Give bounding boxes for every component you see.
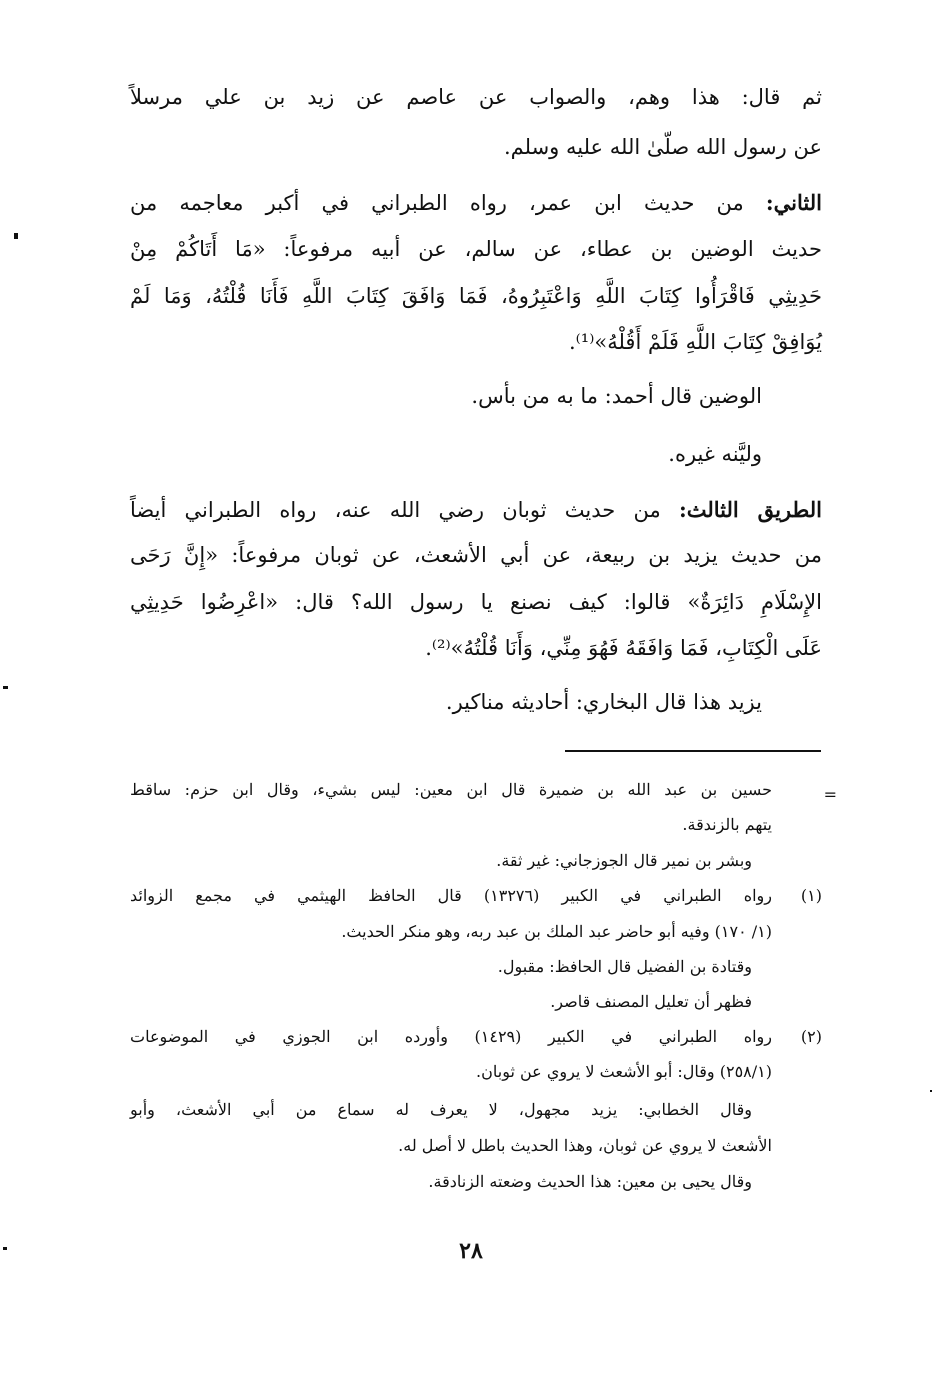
footnote-line: يتهم بالزندقة.	[682, 815, 772, 834]
scan-speck	[3, 1247, 7, 1250]
footnote-line: (٢٥٨/١) وقال: أبو الأشعث لا يروي عن ثوبان.	[476, 1062, 772, 1081]
continuation-marker: =	[823, 785, 837, 804]
footnote-line: رواه الطبراني في الكبير (١٣٢٧٦) قال الحافظ الهيثمي في مجمع الزوائد	[130, 886, 773, 905]
footnote-line: وبشر بن نمير قال الجوزجاني: غير ثقة.	[496, 851, 752, 870]
footnote-line: وقال يحيى بن معين: هذا الحديث وضعته الزنادقة.	[428, 1172, 752, 1191]
body-line: من حديث يزيد بن ربيعة، عن أبي الأشعث، عن ثوبان مرفوعاً: «إِنَّ رَحَى	[130, 543, 822, 567]
body-text: من حديث ثوبان رضي الله عنه، رواه الطبراني أيضاً	[130, 498, 661, 522]
hadith-line: الإِسْلَامِ دَائِرَةٌ» قالوا: كيف نصنع يا رسول الله؟ قال: «اعْرِضُوا حَدِيثِي	[130, 590, 822, 614]
body-text: من حديث ابن عمر، رواه الطبراني في أكبر معاجمه من	[130, 191, 744, 215]
scan-speck	[930, 1090, 932, 1092]
hadith-line: يُوَافِقْ كِتَابَ اللَّهِ فَلَمْ أَقُلْهُ»⁽¹⁾.	[568, 330, 822, 354]
body-line: عن رسول الله صلّىٰ الله عليه وسلم.	[503, 135, 822, 159]
footnote-line: (١/ ١٧٠) وفيه أبو حاضر عبد الملك بن عبد ربه، وهو منكر الحديث.	[341, 922, 772, 941]
body-line: وليَّنه غيره.	[668, 442, 762, 466]
footnote-line: الأشعث لا يروي عن ثوبان، وهذا الحديث باطل لا أصل له.	[398, 1136, 772, 1155]
footnote-line: وقتادة بن الفضيل قال الحافظ: مقبول.	[497, 957, 752, 976]
body-line: حديث الوضين بن عطاء، عن سالم، عن أبيه مرفوعاً: «مَا أَتَاكُمْ مِنْ	[130, 237, 822, 261]
scan-speck	[14, 233, 18, 239]
hadith-line: عَلَى الْكِتَابِ، فَمَا وَافَقَهُ فَهُوَ مِنِّي، وَأَنَا قُلْتُهُ»⁽²⁾.	[425, 636, 822, 660]
section-label: الطريق الثالث:	[678, 497, 822, 522]
footnote-marker: (١)	[800, 886, 822, 905]
section-label: الثاني:	[765, 190, 822, 215]
footnote-line: وقال الخطابي: يزيد مجهول، لا يعرف له سماع من أبي الأشعث، وأبو	[130, 1100, 752, 1119]
footnote-line: حسين بن عبد الله بن ضميرة قال ابن معين: ليس بشيء، وقال ابن حزم: ساقط	[130, 780, 772, 799]
footnote-line: فظهر أن تعليل المصنف قاصر.	[550, 992, 752, 1011]
page-number: ٢٨	[459, 1238, 483, 1264]
hadith-line: حَدِيثِي فَاقْرَأُوا كِتَابَ اللَّهِ وَاعْتَبِرُوهُ، فَمَا وَافَقَ كِتَابَ اللَّهِ فَأَنَا قُلْتُهُ، وَمَا لَمْ	[130, 284, 822, 308]
footnote-separator	[565, 750, 821, 752]
body-line: الوضين قال أحمد: ما به من بأس.	[471, 384, 762, 408]
body-line	[130, 190, 822, 215]
body-line: ثم قال: هذا وهم، والصواب عن عاصم عن زيد بن علي مرسلاً	[130, 85, 822, 109]
scan-speck	[3, 686, 8, 689]
footnote-marker: (٢)	[800, 1027, 822, 1046]
footnote-line: رواه الطبراني في الكبير (١٤٢٩) وأورده ابن الجوزي في الموضوعات	[130, 1027, 773, 1046]
body-line	[130, 497, 822, 522]
body-line: يزيد هذا قال البخاري: أحاديثه مناكير.	[445, 690, 762, 714]
